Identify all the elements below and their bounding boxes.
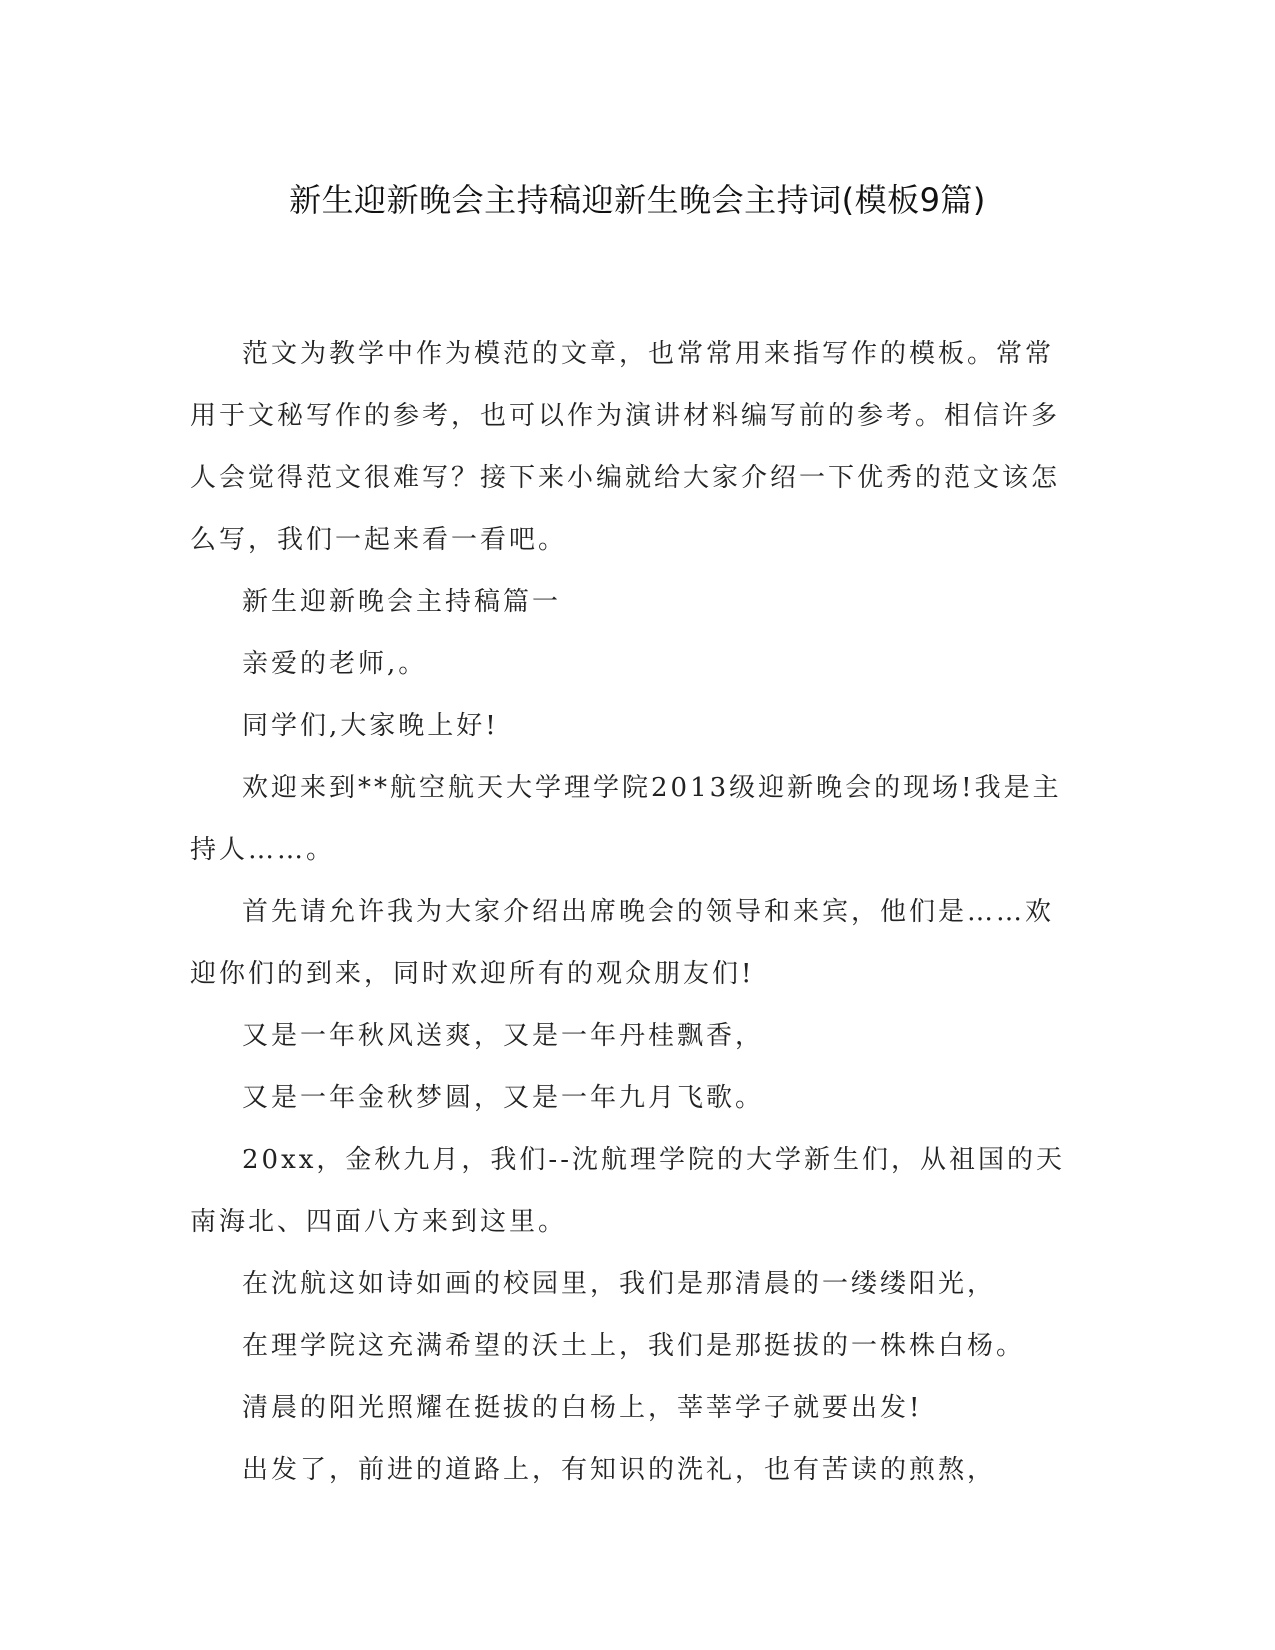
paragraph: 20xx，金秋九月，我们--沈航理学院的大学新生们，从祖国的天南海北、四面八方来到这里。 bbox=[190, 1145, 1065, 1237]
paragraph: 在沈航这如诗如画的校园里，我们是那清晨的一缕缕阳光， bbox=[242, 1269, 997, 1299]
paragraph: 同学们,大家晚上好! bbox=[242, 711, 499, 741]
document-title: 新生迎新晚会主持稿迎新生晚会主持词(模板9篇) bbox=[289, 181, 986, 219]
paragraph: 范文为教学中作为模范的文章，也常常用来指写作的模板。常常用于文秘写作的参考，也可以作为演讲材料编写前的参考。相信许多人会觉得范文很难写？接下来小编就给大家介绍一下优秀的范文该怎么写，我们一起来看一看吧。 bbox=[190, 339, 1061, 555]
paragraph: 亲爱的老师,。 bbox=[242, 649, 428, 679]
paragraph: 新生迎新晚会主持稿篇一 bbox=[242, 587, 562, 617]
paragraph: 又是一年秋风送爽，又是一年丹桂飘香， bbox=[242, 1021, 765, 1051]
paragraph: 在理学院这充满希望的沃土上，我们是那挺拔的一株株白杨。 bbox=[242, 1331, 1026, 1361]
paragraph: 清晨的阳光照耀在挺拔的白杨上，莘莘学子就要出发! bbox=[242, 1393, 923, 1423]
paragraph: 出发了，前进的道路上，有知识的洗礼，也有苦读的煎熬， bbox=[242, 1455, 997, 1485]
paragraph: 又是一年金秋梦圆，又是一年九月飞歌。 bbox=[242, 1083, 765, 1113]
paragraph: 首先请允许我为大家介绍出席晚会的领导和来宾，他们是……欢迎你们的到来，同时欢迎所有的观众朋友们! bbox=[190, 897, 1055, 989]
paragraph: 欢迎来到**航空航天大学理学院2013级迎新晚会的现场!我是主持人……。 bbox=[190, 773, 1062, 865]
document-body bbox=[190, 323, 1080, 1501]
